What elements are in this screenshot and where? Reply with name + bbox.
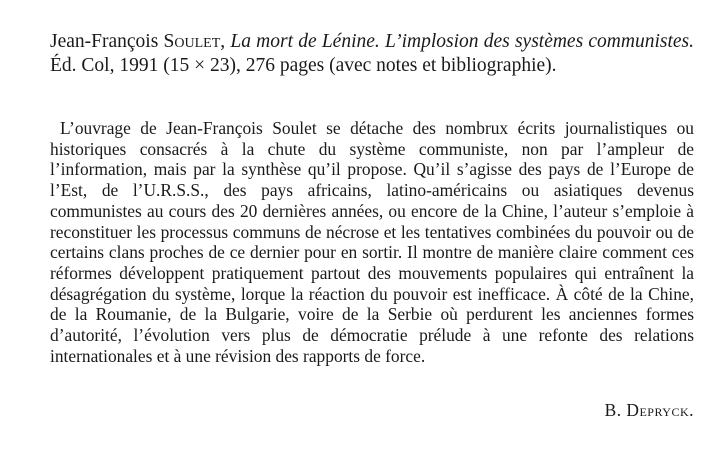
reviewer-initial: B. xyxy=(604,400,622,420)
reviewer-signature xyxy=(605,400,694,421)
citation-comma: , xyxy=(220,31,231,52)
publication-details: Éd. Col, 1991 (15 × 23), 276 pages (avec notes et bibliographie). xyxy=(50,55,557,76)
author-first-name: Jean-François xyxy=(50,31,159,52)
book-title: La mort de Lénine. L’implosion des systèmes communistes. xyxy=(230,31,695,52)
reviewer-last-name: Depryck. xyxy=(626,400,694,420)
bibliographic-citation xyxy=(50,30,694,78)
author-last-name: Soulet xyxy=(163,31,221,52)
review-body: L’ouvrage de Jean-François Soulet se détache des nombrux écrits journalistiques ou historiques consacrés à la chute du système communiste, non par l’ampleur de l’information, mais par la synthèse qu’il propose. Qu’il s’agisse des pays de l’Europe de l’Est, de l’U.R.S.S., des pays africains, latino-américains ou asiatiques devenus communistes au cours des 20 dernières années, ou encore de la Chine, l’auteur s’emploie à reconstituer les processus communs de nécrose et les tentatives combinées du pouvoir ou de certains clans proches de ce dernier pour en sortir. Il montre de manière claire comment ces réformes développent pratiquement partout des mouvements populaires qui entraînent la désagrégation du système, lorque la réaction du pouvoir est inefficace. À côté de la Chine, de la Roumanie, de la Bulgarie, voire de la Serbie où perdurent les anciennes formes d’autorité, l’évolution vers plus de démocratie prélude à une refonte des relations internationales et à une révision des rapports de force. xyxy=(50,118,694,366)
